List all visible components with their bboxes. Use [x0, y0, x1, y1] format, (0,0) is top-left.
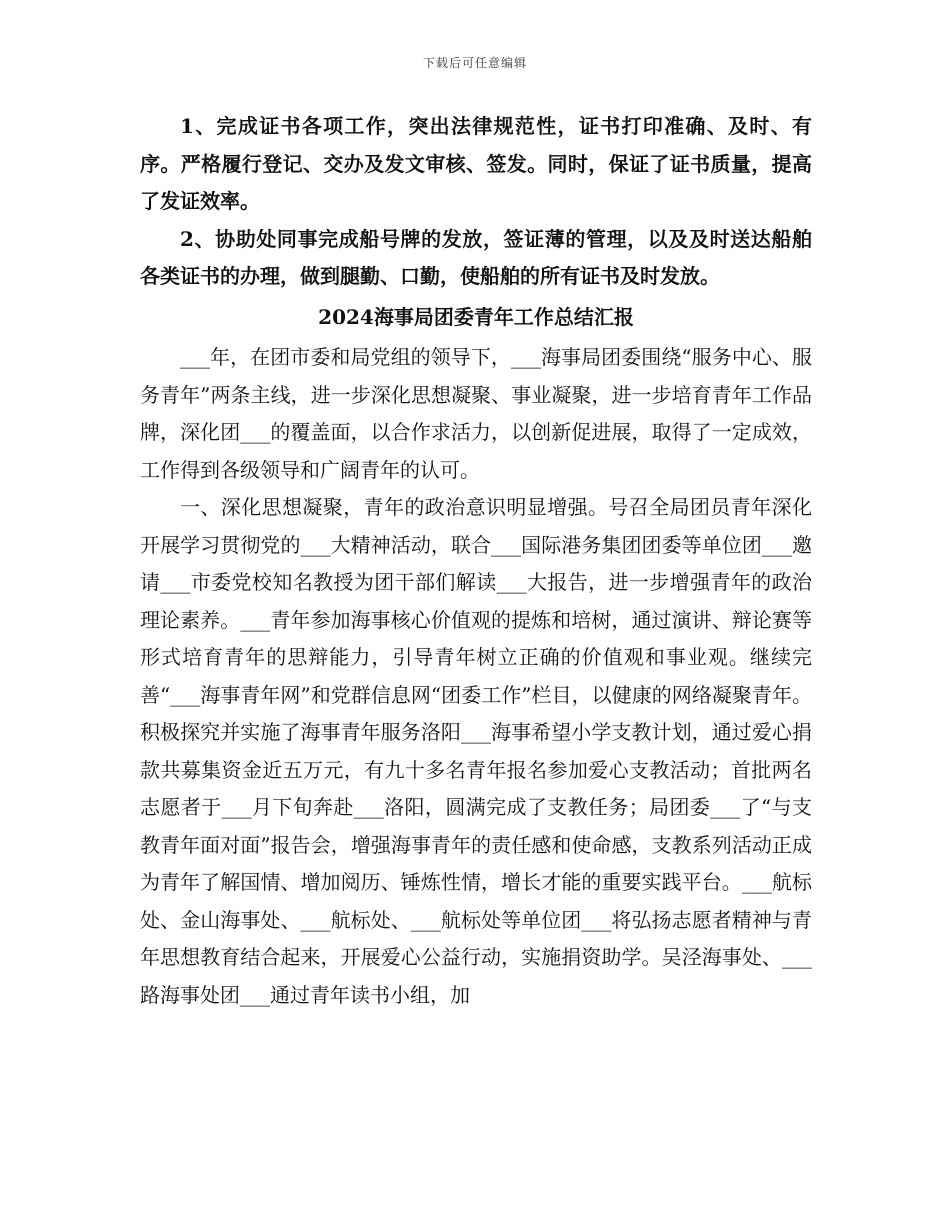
paragraph-section-1: 一、深化思想凝聚，青年的政治意识明显增强。号召全局团员青年深化开展学习贯彻党的___大精神活动，联合___国际港务集团团委等单位团___邀请___市委党校知名教授为团干部们解读___大报告，进一步增强青年的政治理论素养。___青年参加海事核心价值观的提炼和培树，通过演讲、辩论赛等形式培育青年的思辩能力，引导青年树立正确的价值观和事业观。继续完善“___海事青年网”和党群信息网“团委工作”栏目，以健康的网络凝聚青年。积极探究并实施了海事青年服务洛阳___海事希望小学支教计划，通过爱心捐款共募集资金近五万元，有九十多名青年报名参加爱心支教活动；首批两名志愿者于___月下旬奔赴___洛阳，圆满完成了支教任务；局团委___了“与支教青年面对面”报告会，增强海事青年的责任感和使命感，支教系列活动正成为青年了解国情、增加阅历、锤炼性情，增长才能的重要实践平台。___航标处、金山海事处、___航标处、___航标处等单位团___将弘扬志愿者精神与青年思想教育结合起来，开展爱心公益行动，实施捐资助学。吴泾海事处、___路海事处团___通过青年读书小组，加	[140, 495, 812, 1007]
document-body	[140, 108, 812, 1014]
list-item-2: 2、协助处同事完成船号牌的发放，签证薄的管理，以及及时送达船舶各类证书的办理，做到腿勤、口勤，使船舶的所有证书及时发放。	[140, 226, 812, 288]
paragraph-intro: ___年，在团市委和局党组的领导下，___海事局团委围绕“服务中心、服务青年”两条主线，进一步深化思想凝聚、事业凝聚，进一步培育青年工作品牌，深化团___的覆盖面，以合作求活力，以创新促进展，取得了一定成效，工作得到各级领导和广阔青年的认可。	[140, 345, 812, 482]
page-header-note: 下载后可任意编辑	[422, 56, 527, 70]
list-item-1: 1、完成证书各项工作，突出法律规范性，证书打印准确、及时、有序。严格履行登记、交办及发文审核、签发。同时，保证了证书质量，提高了发证效率。	[140, 114, 812, 213]
document-title: 2024海事局团委青年工作总结汇报	[318, 304, 634, 329]
